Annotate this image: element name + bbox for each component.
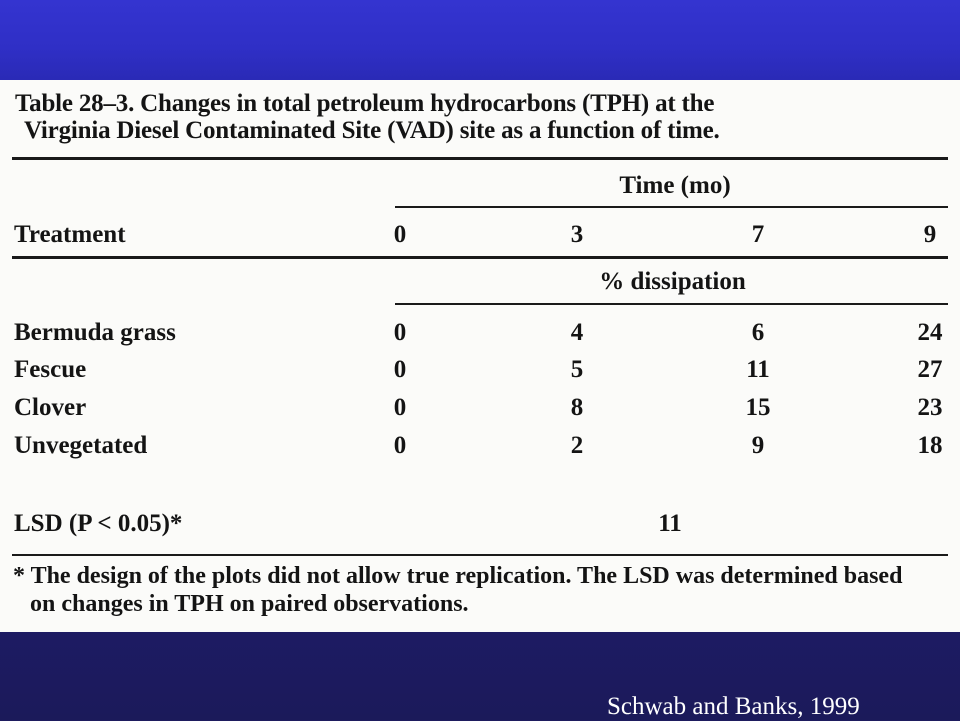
column-header-rule: [12, 256, 948, 259]
row-label-fescue: Fescue: [14, 356, 87, 383]
cell-bermuda-9: 24: [917, 319, 943, 346]
row-label-bermuda-grass: Bermuda grass: [14, 319, 176, 346]
cell-fescue-7: 11: [746, 356, 770, 383]
cell-clover-9: 23: [917, 394, 943, 421]
cell-clover-7: 15: [745, 394, 771, 421]
table-footnote: [13, 562, 948, 618]
dissipation-subheader: % dissipation: [599, 268, 746, 295]
time-col-9: 9: [923, 221, 937, 248]
cell-clover-0: 0: [393, 394, 407, 421]
top-blue-band: [0, 0, 960, 80]
cell-unvegetated-9: 18: [917, 432, 943, 459]
row-label-clover: Clover: [14, 394, 87, 421]
time-col-0: 0: [393, 221, 407, 248]
cell-bermuda-7: 6: [751, 319, 765, 346]
cell-fescue-3: 5: [570, 356, 584, 383]
cell-clover-3: 8: [570, 394, 584, 421]
bottom-rule: [12, 554, 948, 556]
treatment-header: Treatment: [14, 221, 126, 248]
footnote-line-2: on changes in TPH on paired observations.: [30, 591, 469, 617]
lsd-value: 11: [658, 510, 682, 537]
caption-line-2: Virginia Diesel Contaminated Site (VAD) site as a function of time.: [24, 117, 720, 144]
scanned-table-image: [0, 80, 960, 632]
caption-line-1: Table 28–3. Changes in total petroleum hydrocarbons (TPH) at the: [15, 90, 715, 117]
lsd-label: LSD (P < 0.05)*: [14, 510, 183, 537]
time-col-3: 3: [570, 221, 584, 248]
time-col-7: 7: [751, 221, 765, 248]
cell-unvegetated-3: 2: [570, 432, 584, 459]
table-caption: [15, 90, 945, 144]
citation-text: Schwab and Banks, 1999: [607, 693, 860, 720]
cell-fescue-9: 27: [917, 356, 943, 383]
row-label-unvegetated: Unvegetated: [14, 432, 148, 459]
cell-unvegetated-7: 9: [751, 432, 765, 459]
cell-fescue-0: 0: [393, 356, 407, 383]
top-rule: [12, 157, 948, 160]
subheader-rule: [395, 303, 948, 305]
cell-bermuda-0: 0: [393, 319, 407, 346]
time-header-rule: [395, 206, 948, 208]
cell-bermuda-3: 4: [570, 319, 584, 346]
footnote-line-1: * The design of the plots did not allow true replication. The LSD was determined based: [13, 563, 903, 589]
time-header: Time (mo): [619, 172, 731, 199]
cell-unvegetated-0: 0: [393, 432, 407, 459]
